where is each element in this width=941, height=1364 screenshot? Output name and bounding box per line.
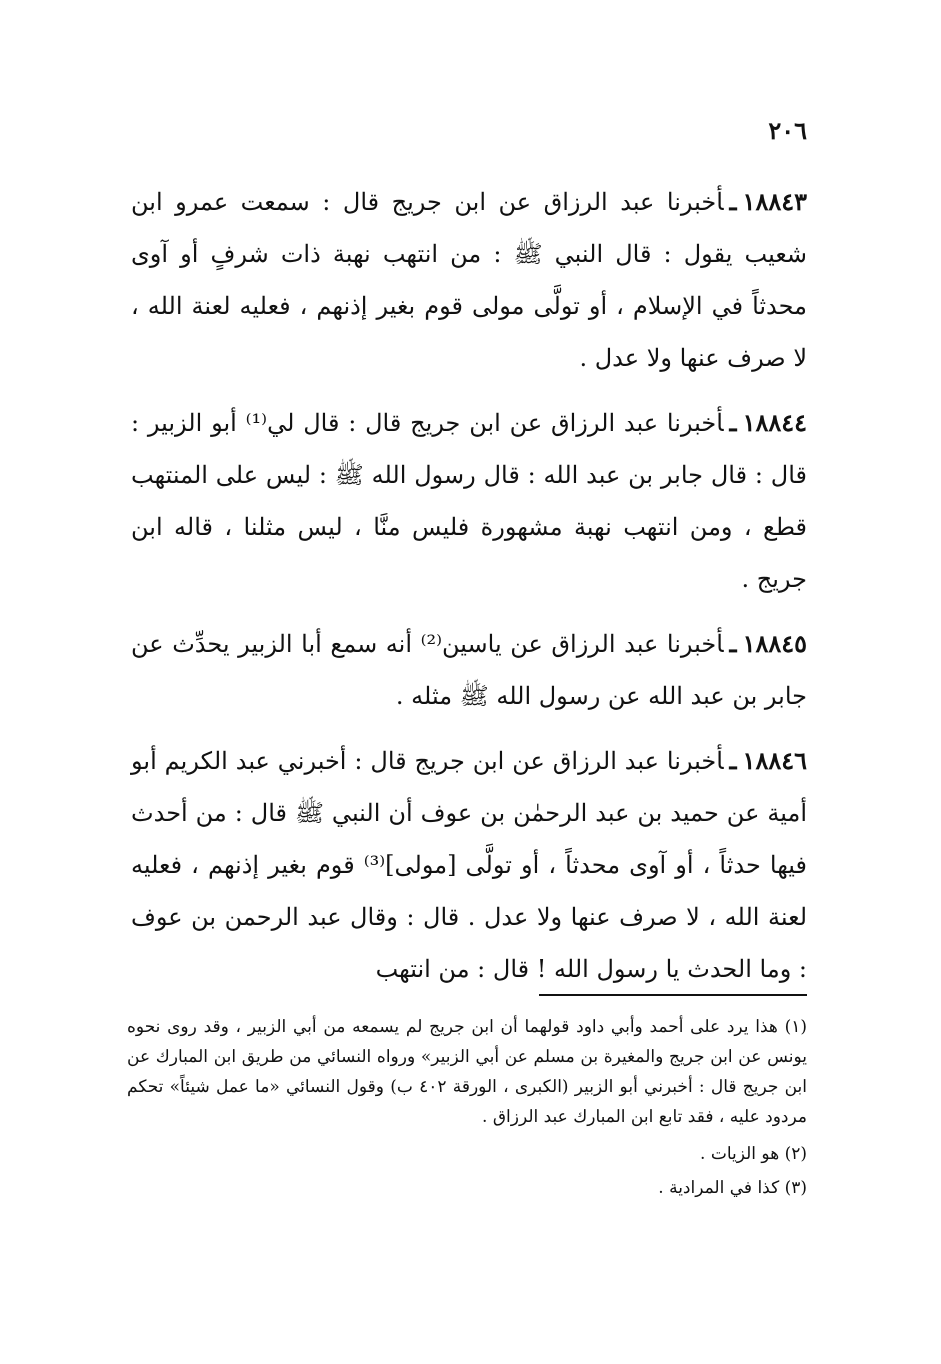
hadith-number: ١٨٨٤٦ — [742, 746, 807, 775]
footnotes — [127, 1012, 807, 1208]
hadith-text: أخبرنا عبد الرزاق عن ابن جريج قال : أخبرني عبد الكريم أبو أمية عن حميد بن عبد الرحمٰن بن عوف أن النبي ﷺ قال : من أحدث فيها حدثاً ، أو آوى محدثاً ، أو تولَّى [مولى]⁽³⁾ قوم بغير إذنهم ، فعليه لعنة الله ، لا صرف عنها ولا عدل . قال : وقال عبد الرحمن بن عوف : وما الحدث يا رسول الله ! قال : من انتهب — [131, 747, 808, 983]
hadith-number: ١٨٨٤٣ — [742, 187, 807, 216]
main-text — [131, 176, 807, 1008]
separator-dash: ـ — [729, 408, 737, 437]
separator-dash: ـ — [729, 746, 737, 775]
hadith-paragraph — [131, 176, 807, 384]
hadith-text: أخبرنا عبد الرزاق عن ياسين⁽²⁾ أنه سمع أبا الزبير يحدِّث عن جابر بن عبد الله عن رسول الله ﷺ مثله . — [131, 630, 807, 710]
hadith-paragraph — [131, 397, 807, 605]
separator-dash: ـ — [729, 187, 737, 216]
hadith-number: ١٨٨٤٥ — [742, 629, 808, 658]
page-number: ٢٠٦ — [768, 116, 807, 145]
hadith-text: أخبرنا عبد الرزاق عن ابن جريج قال : قال لي⁽¹⁾ أبو الزبير : قال : قال جابر بن عبد الله : قال رسول الله ﷺ : ليس على المنتهب قطع ، ومن انتهب نهبة مشهورة فليس منَّا ، ليس مثلنا ، قاله ابن جريج . — [131, 409, 807, 593]
hadith-paragraph — [131, 618, 807, 722]
hadith-paragraph — [131, 735, 807, 995]
footnote-divider — [539, 994, 807, 996]
hadith-number: ١٨٨٤٤ — [742, 408, 808, 437]
footnote-1: (١) هذا يرد على أحمد وأبي داود قولهما أن ابن جريج لم يسمعه من أبي الزبير ، وقد روى نحوه يونس عن ابن جريج والمغيرة بن مسلم عن أبي الزبير» ورواه النسائي من طريق ابن المبارك عن ابن جريج قال : أخبرني أبو الزبير (الكبرى ، الورقة ٤٠٢ ب) وقول النسائي «ما عمل شيئاً» تحكم مردود عليه ، فقد تابع ابن المبارك عبد الرزاق . — [127, 1017, 807, 1127]
separator-dash: ـ — [729, 629, 737, 658]
footnote-2: (٢) هو الزيات . — [700, 1144, 807, 1164]
footnote-3: (٣) كذا في المرادية . — [658, 1178, 807, 1198]
hadith-text: أخبرنا عبد الرزاق عن ابن جريج قال : سمعت عمرو ابن شعيب يقول : قال النبي ﷺ : من انتهب نهبة ذات شرفٍ أو آوى محدثاً في الإسلام ، أو تولَّى مولى قوم بغير إذنهم ، فعليه لعنة الله ، لا صرف عنها ولا عدل . — [131, 188, 807, 372]
